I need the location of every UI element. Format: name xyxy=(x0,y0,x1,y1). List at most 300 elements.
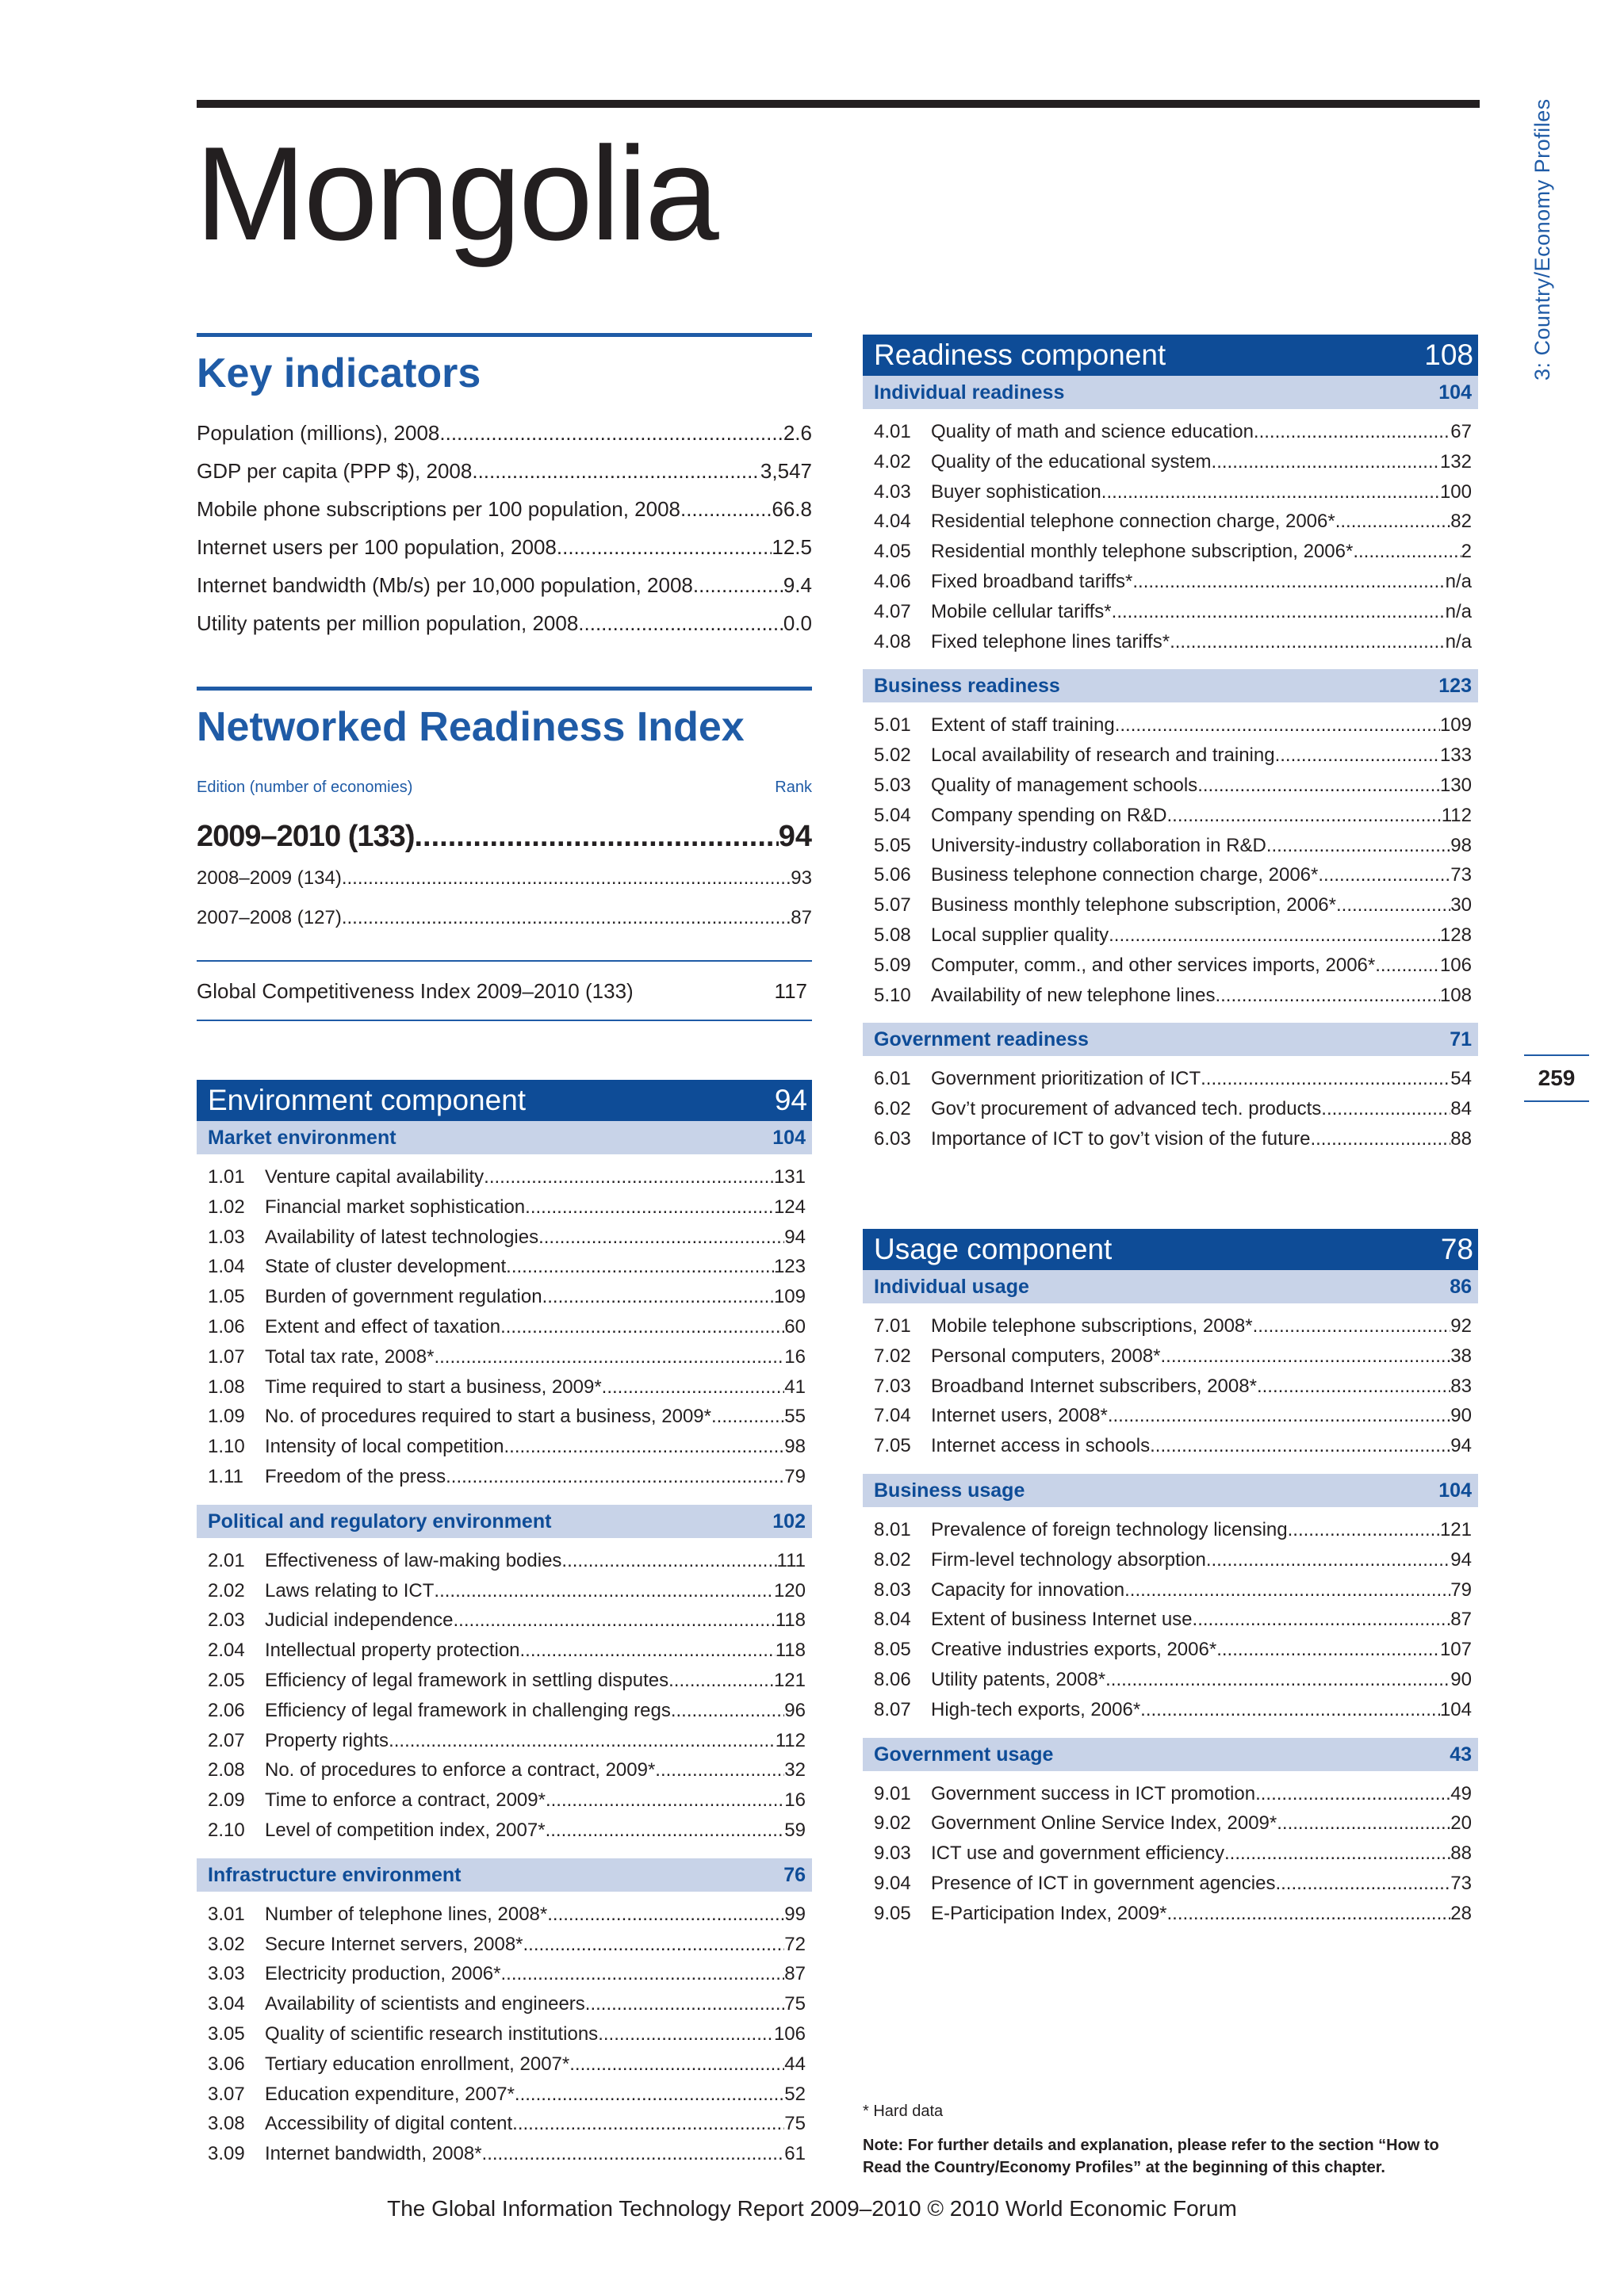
indicator-row xyxy=(208,1372,806,1402)
indicator-code: 4.03 xyxy=(874,480,911,503)
indicator-rank: 72 xyxy=(784,1933,806,1955)
indicator-label: University-industry collaboration in R&D xyxy=(931,834,1266,856)
nri-edition-rank: 93 xyxy=(791,867,812,890)
key-indicator-row xyxy=(197,490,812,528)
indicator-rank: n/a xyxy=(1445,600,1472,622)
indicator-code: 2.03 xyxy=(208,1609,245,1632)
indicator-rank: 99 xyxy=(784,1903,806,1925)
leader-dots xyxy=(342,859,791,898)
indicator-label: Level of competition index, 2007* xyxy=(265,1819,546,1841)
indicator-code: 8.01 xyxy=(874,1518,911,1540)
indicator-label: Total tax rate, 2008* xyxy=(265,1345,435,1368)
indicator-list xyxy=(197,1538,812,1849)
subcomponent-title: Individual readiness xyxy=(874,381,1065,404)
subcomponent-rank: 123 xyxy=(1438,675,1472,698)
indicator-code: 8.02 xyxy=(874,1548,911,1571)
indicator-rank: 73 xyxy=(1450,1872,1472,1894)
subcomponent-rank: 76 xyxy=(783,1863,806,1886)
leader-dots xyxy=(1167,1899,1451,1929)
indicator-row xyxy=(208,1726,806,1756)
explanation-note: Note: For further details and explanation, please refer to the section “How to Read the Country/Economy Profiles” at the beginning of this chapter. xyxy=(863,2137,1439,2176)
section-rule xyxy=(197,333,812,337)
indicator-row xyxy=(208,1342,806,1372)
indicator-row xyxy=(874,1665,1472,1695)
indicator-rank: 2 xyxy=(1461,541,1472,563)
key-indicator-label: Population (millions), 2008 xyxy=(197,421,440,446)
leader-dots xyxy=(557,528,772,566)
nri-edition-label: 2007–2008 (127) xyxy=(197,907,342,929)
indicator-label: Mobile cellular tariffs* xyxy=(931,600,1112,622)
indicator-code: 1.09 xyxy=(208,1406,245,1428)
indicator-label: Property rights xyxy=(265,1729,389,1751)
nri-edition-header: Edition (number of economies) xyxy=(197,779,413,797)
indicator-label: Availability of latest technologies xyxy=(265,1226,539,1248)
leader-dots xyxy=(546,1785,784,1816)
indicator-row xyxy=(208,2080,806,2110)
indicator-rank: 92 xyxy=(1450,1315,1472,1337)
indicator-label: Computer, comm., and other services imports, 2006* xyxy=(931,954,1376,976)
indicator-list xyxy=(197,1892,812,2172)
indicator-code: 7.04 xyxy=(874,1405,911,1427)
leader-dots xyxy=(1167,801,1442,831)
indicator-rank: 32 xyxy=(784,1759,806,1781)
indicator-label: Quality of math and science education xyxy=(931,421,1254,442)
leader-dots xyxy=(525,1192,774,1223)
indicator-label: No. of procedures to enforce a contract, 2009* xyxy=(265,1759,656,1781)
key-indicators-list xyxy=(197,414,812,642)
leader-dots xyxy=(1375,951,1440,981)
indicator-label: State of cluster development xyxy=(265,1256,507,1278)
indicator-label: Residential telephone connection charge, 2006* xyxy=(931,511,1335,533)
leader-dots xyxy=(1132,567,1445,597)
indicator-row xyxy=(208,1959,806,1989)
indicator-row xyxy=(208,2109,806,2139)
nri-edition-rank: 87 xyxy=(791,907,812,929)
indicator-code: 8.07 xyxy=(874,1698,911,1720)
indicator-row xyxy=(874,537,1472,567)
indicator-rank: n/a xyxy=(1445,630,1472,652)
indicator-row xyxy=(208,2049,806,2080)
indicator-code: 7.01 xyxy=(874,1315,911,1337)
indicator-code: 2.01 xyxy=(208,1549,245,1571)
component-rank: 78 xyxy=(1440,1233,1473,1265)
indicator-row xyxy=(874,1341,1472,1372)
indicator-code: 8.04 xyxy=(874,1609,911,1631)
indicator-row xyxy=(208,1930,806,1960)
indicator-row xyxy=(208,1312,806,1342)
indicator-label: Internet users, 2008* xyxy=(931,1405,1108,1427)
indicator-label: Utility patents, 2008* xyxy=(931,1668,1106,1690)
key-indicator-value: 3,547 xyxy=(760,459,812,484)
nri-column-header xyxy=(197,779,812,797)
indicator-row xyxy=(874,1124,1472,1154)
leader-dots xyxy=(414,814,778,859)
indicator-code: 9.02 xyxy=(874,1812,911,1835)
leader-dots xyxy=(1310,1124,1450,1154)
key-indicators-title: Key indicators xyxy=(197,350,481,396)
indicator-row xyxy=(874,831,1472,861)
indicator-rank: 130 xyxy=(1439,774,1472,796)
indicator-code: 7.02 xyxy=(874,1345,911,1367)
indicator-row xyxy=(208,1989,806,2019)
indicator-rank: 79 xyxy=(1450,1578,1472,1601)
component-header xyxy=(197,1080,812,1121)
indicator-label: Prevalence of foreign technology licensing xyxy=(931,1518,1288,1540)
indicator-code: 2.06 xyxy=(208,1699,245,1721)
indicator-code: 1.10 xyxy=(208,1436,245,1458)
indicator-label: Internet access in schools xyxy=(931,1435,1151,1457)
leader-dots xyxy=(538,1223,784,1253)
indicator-list xyxy=(863,1303,1478,1464)
indicator-label: Extent of staff training xyxy=(931,714,1115,737)
indicator-label: Mobile telephone subscriptions, 2008* xyxy=(931,1315,1253,1337)
indicator-list xyxy=(863,409,1478,660)
subcomponent-header xyxy=(863,376,1478,409)
indicator-rank: 108 xyxy=(1439,984,1472,1006)
indicator-label: Number of telephone lines, 2008* xyxy=(265,1903,548,1925)
leader-dots xyxy=(542,1282,774,1312)
indicator-code: 5.10 xyxy=(874,984,911,1006)
component-rank: 108 xyxy=(1424,339,1473,371)
nri-current-label: 2009–2010 (133) xyxy=(197,820,415,854)
indicator-label: Local supplier quality xyxy=(931,924,1109,946)
subcomponent-header xyxy=(197,1505,812,1538)
indicator-label: Firm-level technology absorption xyxy=(931,1548,1206,1571)
indicator-list xyxy=(863,702,1478,1013)
indicator-row xyxy=(208,1252,806,1282)
indicator-label: Efficiency of legal framework in settling disputes xyxy=(265,1669,669,1691)
indicator-row xyxy=(874,1575,1472,1605)
indicator-row xyxy=(874,1401,1472,1431)
key-indicator-value: 66.8 xyxy=(772,497,812,522)
indicator-label: Extent of business Internet use xyxy=(931,1609,1193,1631)
indicator-rank: 87 xyxy=(784,1963,806,1985)
indicator-code: 3.01 xyxy=(208,1903,245,1925)
indicator-code: 5.09 xyxy=(874,954,911,976)
indicator-list xyxy=(197,1154,812,1495)
indicator-row xyxy=(208,1666,806,1696)
indicator-code: 4.02 xyxy=(874,450,911,473)
subcomponent-title: Government usage xyxy=(874,1743,1054,1766)
indicator-row xyxy=(874,1605,1472,1635)
indicator-rank: 38 xyxy=(1450,1345,1472,1367)
gci-row xyxy=(197,960,812,1021)
leader-dots xyxy=(506,1252,774,1282)
indicator-code: 8.03 xyxy=(874,1578,911,1601)
indicator-row xyxy=(874,1372,1472,1402)
indicator-row xyxy=(208,1282,806,1312)
indicator-row xyxy=(208,1900,806,1930)
leader-dots xyxy=(520,1636,776,1666)
subcomponent-rank: 104 xyxy=(772,1127,806,1149)
indicator-label: Intensity of local competition xyxy=(265,1436,504,1458)
indicator-rank: 100 xyxy=(1439,480,1472,503)
indicator-row xyxy=(208,1636,806,1666)
indicator-label: Quality of scientific research institutions xyxy=(265,2022,599,2045)
indicator-rank: 98 xyxy=(784,1436,806,1458)
indicator-code: 4.06 xyxy=(874,570,911,592)
key-indicator-row xyxy=(197,566,812,604)
indicator-code: 3.08 xyxy=(208,2113,245,2135)
key-indicator-value: 12.5 xyxy=(772,535,812,560)
subcomponent-header xyxy=(197,1858,812,1892)
indicator-code: 9.01 xyxy=(874,1782,911,1804)
indicator-label: Buyer sophistication xyxy=(931,480,1101,503)
indicator-label: Tertiary education enrollment, 2007* xyxy=(265,2053,570,2075)
indicator-list xyxy=(863,1056,1478,1157)
subcomponent-header xyxy=(863,1474,1478,1507)
page-footer: The Global Information Technology Report 2009–2010 © 2010 World Economic Forum xyxy=(387,2196,1237,2221)
indicator-rank: 60 xyxy=(784,1315,806,1337)
page-number: 259 xyxy=(1524,1054,1589,1102)
top-rule xyxy=(197,100,1480,108)
subcomponent-title: Political and regulatory environment xyxy=(208,1510,552,1533)
indicator-rank: 73 xyxy=(1450,864,1472,886)
leader-dots xyxy=(680,490,772,528)
leader-dots xyxy=(1105,1665,1450,1695)
leader-dots xyxy=(547,1900,784,1930)
leader-dots xyxy=(1140,1695,1440,1725)
indicator-row xyxy=(874,1899,1472,1929)
component-groups xyxy=(197,1121,812,2172)
subcomponent-rank: 104 xyxy=(1438,1479,1472,1502)
indicator-rank: 28 xyxy=(1450,1902,1472,1924)
indicator-code: 5.05 xyxy=(874,834,911,856)
key-indicator-label: Utility patents per million population, 2008 xyxy=(197,611,579,636)
indicator-code: 1.03 xyxy=(208,1226,245,1248)
key-indicator-value: 9.4 xyxy=(783,573,812,598)
indicator-label: Fixed telephone lines tariffs* xyxy=(931,630,1170,652)
indicator-label: Business telephone connection charge, 2006* xyxy=(931,864,1319,886)
indicator-rank: 109 xyxy=(1439,714,1472,737)
indicator-rank: 131 xyxy=(773,1166,806,1188)
indicator-rank: 52 xyxy=(784,2083,806,2105)
component-title: Usage component xyxy=(874,1233,1113,1265)
indicator-row xyxy=(208,1192,806,1223)
leader-dots xyxy=(1216,1635,1440,1665)
nri-previous-editions xyxy=(197,859,812,938)
indicator-code: 2.08 xyxy=(208,1759,245,1781)
indicator-rank: 75 xyxy=(784,1993,806,2015)
section-rule xyxy=(197,687,812,691)
leader-dots xyxy=(693,566,783,604)
indicator-list xyxy=(863,1771,1478,1932)
indicator-rank: 133 xyxy=(1439,744,1472,767)
indicator-code: 5.08 xyxy=(874,924,911,946)
indicator-label: Quality of the educational system xyxy=(931,450,1212,473)
indicator-rank: 61 xyxy=(784,2143,806,2165)
indicator-code: 6.03 xyxy=(874,1127,911,1150)
indicator-row xyxy=(208,1696,806,1726)
indicator-label: Electricity production, 2006* xyxy=(265,1963,501,1985)
indicator-code: 4.04 xyxy=(874,511,911,533)
indicator-label: Laws relating to ICT xyxy=(265,1579,435,1601)
key-indicator-row xyxy=(197,604,812,642)
gci-label: Global Competitiveness Index 2009–2010 (133) xyxy=(197,979,634,1004)
indicator-row xyxy=(874,920,1472,951)
indicator-rank: 112 xyxy=(775,1729,806,1751)
indicator-label: Availability of scientists and engineers xyxy=(265,1993,585,2015)
leader-dots xyxy=(1112,597,1446,627)
indicator-code: 2.05 xyxy=(208,1669,245,1691)
indicator-code: 5.07 xyxy=(874,894,911,916)
indicator-label: Presence of ICT in government agencies xyxy=(931,1872,1276,1894)
indicator-rank: 20 xyxy=(1450,1812,1472,1835)
indicator-rank: 94 xyxy=(1450,1548,1472,1571)
indicator-code: 8.06 xyxy=(874,1668,911,1690)
key-indicator-label: Internet bandwidth (Mb/s) per 10,000 population, 2008 xyxy=(197,573,693,598)
indicator-row xyxy=(874,597,1472,627)
indicator-code: 5.02 xyxy=(874,744,911,767)
indicator-rank: 90 xyxy=(1450,1668,1472,1690)
indicator-label: Time to enforce a contract, 2009* xyxy=(265,1789,546,1812)
indicator-rank: 96 xyxy=(784,1699,806,1721)
leader-dots xyxy=(1335,507,1451,537)
leader-dots xyxy=(1321,1094,1450,1124)
subcomponent-rank: 86 xyxy=(1450,1276,1472,1298)
leader-dots xyxy=(1124,1575,1450,1605)
leader-dots xyxy=(655,1755,784,1785)
indicator-code: 3.05 xyxy=(208,2022,245,2045)
leader-dots xyxy=(602,1372,785,1402)
indicator-row xyxy=(874,860,1472,890)
indicator-code: 1.06 xyxy=(208,1315,245,1337)
leader-dots xyxy=(472,452,760,490)
component-header xyxy=(863,1229,1478,1270)
indicator-label: Quality of management schools xyxy=(931,774,1198,796)
indicator-code: 4.01 xyxy=(874,421,911,442)
indicator-row xyxy=(208,2139,806,2169)
indicator-label: Secure Internet servers, 2008* xyxy=(265,1933,523,1955)
indicator-row xyxy=(874,1869,1472,1899)
indicator-code: 6.01 xyxy=(874,1068,911,1090)
indicator-row xyxy=(208,1785,806,1816)
indicator-row xyxy=(874,627,1472,657)
indicator-row xyxy=(208,1432,806,1462)
indicator-rank: 54 xyxy=(1450,1068,1472,1090)
indicator-code: 4.07 xyxy=(874,600,911,622)
indicator-rank: 106 xyxy=(1439,954,1472,976)
subcomponent-title: Government readiness xyxy=(874,1028,1089,1051)
indicator-row xyxy=(208,1755,806,1785)
indicator-rank: 88 xyxy=(1450,1127,1472,1150)
subcomponent-rank: 102 xyxy=(772,1510,806,1533)
nri-edition-row xyxy=(197,859,812,898)
indicator-code: 3.03 xyxy=(208,1963,245,1985)
leader-dots xyxy=(1318,860,1450,890)
indicator-label: No. of procedures required to start a business, 2009* xyxy=(265,1406,711,1428)
indicator-label: Government success in ICT promotion xyxy=(931,1782,1256,1804)
indicator-label: Fixed broadband tariffs* xyxy=(931,570,1133,592)
indicator-rank: 118 xyxy=(775,1609,806,1632)
indicator-rank: 112 xyxy=(1441,804,1472,826)
indicator-label: Intellectual property protection xyxy=(265,1640,520,1662)
leader-dots xyxy=(546,1816,785,1846)
component-groups xyxy=(863,376,1478,1158)
subcomponent-header xyxy=(863,1270,1478,1303)
environment-component xyxy=(197,1080,812,2172)
readiness-component xyxy=(863,335,1478,1158)
component-title: Readiness component xyxy=(874,339,1166,371)
subcomponent-title: Business usage xyxy=(874,1479,1025,1502)
indicator-rank: 59 xyxy=(784,1819,806,1841)
component-header xyxy=(863,335,1478,376)
indicator-rank: 121 xyxy=(1439,1518,1472,1540)
indicator-row xyxy=(874,1635,1472,1665)
indicator-code: 1.02 xyxy=(208,1196,245,1218)
indicator-label: Creative industries exports, 2006* xyxy=(931,1639,1217,1661)
indicator-rank: 83 xyxy=(1450,1375,1472,1397)
indicator-code: 5.03 xyxy=(874,774,911,796)
indicator-row xyxy=(208,1605,806,1636)
indicator-rank: 123 xyxy=(773,1256,806,1278)
key-indicator-row xyxy=(197,414,812,452)
indicator-rank: 55 xyxy=(784,1406,806,1428)
indicator-rank: 16 xyxy=(784,1789,806,1812)
indicator-rank: 124 xyxy=(773,1196,806,1218)
section-side-label: 3: Country/Economy Profiles xyxy=(1530,98,1554,381)
indicator-row xyxy=(874,981,1472,1011)
indicator-rank: 44 xyxy=(784,2053,806,2075)
indicator-row xyxy=(208,1816,806,1846)
indicator-row xyxy=(874,951,1472,981)
indicator-label: Efficiency of legal framework in challenging regs xyxy=(265,1699,671,1721)
indicator-code: 2.07 xyxy=(208,1729,245,1751)
leader-dots xyxy=(434,1342,784,1372)
indicator-code: 3.09 xyxy=(208,2143,245,2165)
subcomponent-rank: 104 xyxy=(1438,381,1472,404)
indicator-rank: 88 xyxy=(1450,1843,1472,1865)
leader-dots xyxy=(439,414,783,452)
indicator-code: 1.08 xyxy=(208,1376,245,1398)
indicator-label: Company spending on R&D xyxy=(931,804,1167,826)
indicator-code: 3.04 xyxy=(208,1993,245,2015)
indicator-rank: 94 xyxy=(1450,1435,1472,1457)
leader-dots xyxy=(1201,1064,1450,1094)
indicator-row xyxy=(874,1431,1472,1461)
leader-dots xyxy=(1215,981,1440,1011)
subcomponent-header xyxy=(863,1738,1478,1771)
indicator-code: 5.04 xyxy=(874,804,911,826)
indicator-code: 1.11 xyxy=(208,1465,243,1487)
indicator-label: Internet bandwidth, 2008* xyxy=(265,2143,482,2165)
gci-rank: 117 xyxy=(774,979,807,1004)
indicator-row xyxy=(874,1311,1472,1341)
indicator-rank: 41 xyxy=(784,1376,806,1398)
leader-dots xyxy=(585,1989,785,2019)
leader-dots xyxy=(1257,1372,1450,1402)
indicator-code: 2.10 xyxy=(208,1819,245,1841)
indicator-row xyxy=(874,1808,1472,1839)
indicator-row xyxy=(874,1094,1472,1124)
key-indicator-label: Mobile phone subscriptions per 100 population, 2008 xyxy=(197,497,680,522)
indicator-rank: 118 xyxy=(775,1640,806,1662)
indicator-rank: 94 xyxy=(784,1226,806,1248)
indicator-row xyxy=(208,1546,806,1576)
indicator-code: 2.04 xyxy=(208,1640,245,1662)
subcomponent-header xyxy=(863,1023,1478,1056)
indicator-code: 7.03 xyxy=(874,1375,911,1397)
indicator-list xyxy=(863,1507,1478,1728)
indicator-row xyxy=(208,1402,806,1432)
key-indicator-value: 0.0 xyxy=(783,611,812,636)
usage-component xyxy=(863,1229,1478,1932)
leader-dots xyxy=(1275,1869,1450,1899)
key-indicator-label: Internet users per 100 population, 2008 xyxy=(197,535,557,560)
leader-dots xyxy=(515,2080,784,2110)
leader-dots xyxy=(1108,1401,1450,1431)
indicator-row xyxy=(874,1515,1472,1545)
